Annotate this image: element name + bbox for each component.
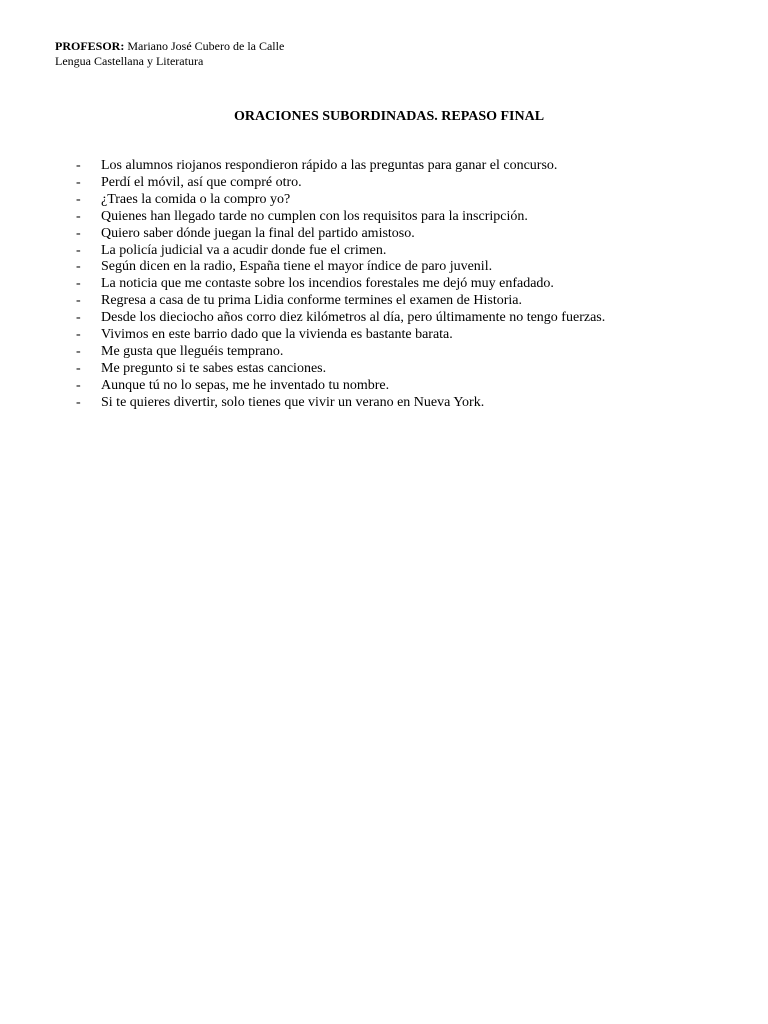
bullet-dash: - — [76, 174, 81, 190]
list-item — [76, 175, 605, 192]
sentence-text: Regresa a casa de tu prima Lidia conforme termines el examen de Historia. — [101, 293, 522, 309]
teacher-label: PROFESOR: — [55, 39, 125, 53]
bullet-dash: - — [76, 293, 81, 309]
list-item — [76, 378, 605, 395]
sentence-text: Aunque tú no lo sepas, me he inventado tu nombre. — [101, 377, 390, 393]
bullet-dash: - — [76, 377, 81, 393]
bullet-dash: - — [76, 191, 81, 207]
teacher-name: Mariano José Cubero de la Calle — [127, 39, 285, 53]
list-item — [76, 361, 605, 378]
bullet-dash: - — [76, 208, 81, 224]
bullet-dash: - — [76, 225, 81, 241]
subject-line: Lengua Castellana y Literatura — [55, 54, 204, 68]
bullet-dash: - — [76, 394, 81, 410]
document-title: ORACIONES SUBORDINADAS. REPASO FINAL — [233, 109, 545, 124]
sentence-text: Perdí el móvil, así que compré otro. — [101, 174, 302, 190]
list-item — [76, 192, 605, 209]
sentence-text: Me pregunto si te sabes estas canciones. — [101, 360, 327, 376]
list-item — [76, 293, 605, 310]
sentence-text: ¿Traes la comida o la compro yo? — [101, 191, 291, 207]
bullet-dash: - — [76, 259, 81, 275]
sentence-text: La policía judicial va a acudir donde fue el crimen. — [101, 242, 387, 258]
bullet-dash: - — [76, 242, 81, 258]
sentence-text: Me gusta que lleguéis temprano. — [101, 343, 284, 359]
list-item — [76, 243, 605, 260]
document-header — [55, 39, 284, 69]
sentence-text: Los alumnos riojanos respondieron rápido a las preguntas para ganar el concurso. — [101, 158, 558, 173]
bullet-dash: - — [76, 343, 81, 359]
list-item — [76, 276, 605, 293]
bullet-dash: - — [76, 310, 81, 326]
sentence-text: Quienes han llegado tarde no cumplen con los requisitos para la inscripción. — [101, 208, 528, 224]
bullet-dash: - — [76, 327, 81, 343]
list-item — [76, 327, 605, 344]
sentence-text: Quiero saber dónde juegan la final del partido amistoso. — [101, 225, 415, 241]
bullet-dash: - — [76, 158, 81, 173]
list-item — [76, 259, 605, 276]
sentence-text: Vivimos en este barrio dado que la vivienda es bastante barata. — [101, 327, 453, 343]
bullet-dash: - — [76, 276, 81, 292]
sentence-list — [76, 158, 605, 412]
sentence-text: Desde los dieciocho años corro diez kilómetros al día, pero últimamente no tengo fuerzas. — [101, 310, 606, 326]
list-item — [76, 395, 605, 412]
bullet-dash: - — [76, 360, 81, 376]
list-item — [76, 344, 605, 361]
sentence-text: La noticia que me contaste sobre los incendios forestales me dejó muy enfadado. — [101, 276, 554, 292]
sentence-text: Según dicen en la radio, España tiene el mayor índice de paro juvenil. — [101, 259, 493, 275]
list-item — [76, 310, 605, 327]
list-item — [76, 226, 605, 243]
teacher-line — [55, 39, 284, 54]
sentence-text: Si te quieres divertir, solo tienes que vivir un verano en Nueva York. — [101, 394, 485, 410]
list-item — [76, 209, 605, 226]
list-item — [76, 158, 605, 175]
